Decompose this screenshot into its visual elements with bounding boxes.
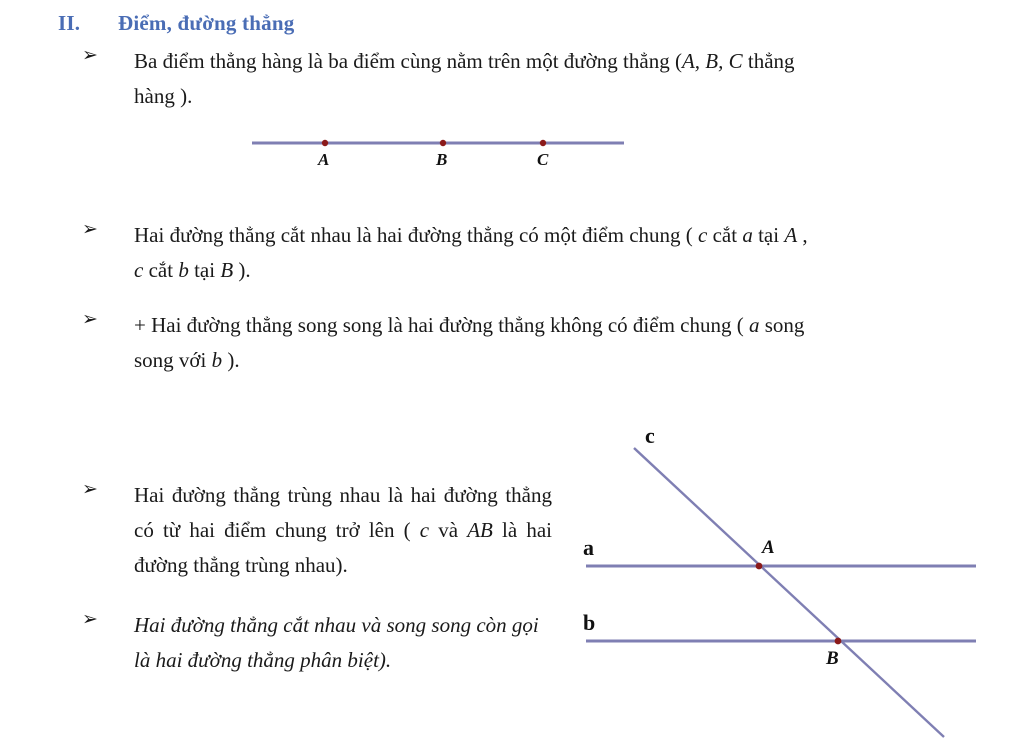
bullet-arrow-icon: ➢ (82, 309, 98, 330)
b2-math-a1: a (742, 223, 753, 247)
b3-math-a: a (748, 313, 760, 337)
b4-part1: Hai đường thẳng trùng nhau là hai đường thẳng có từ hai điểm chung trở lên ( (134, 483, 552, 542)
b3-math-b: b (211, 348, 223, 372)
b3-line2: song với (134, 348, 212, 372)
transversal-point-label-b: B (826, 648, 839, 669)
b2-math-c1: c (698, 223, 708, 247)
b1-line2: hàng ). (134, 84, 193, 108)
intersection-point-b-dot (835, 638, 842, 645)
line-c (634, 448, 944, 737)
b2-mid4: tại (188, 258, 221, 282)
b4-part2: và (429, 518, 468, 542)
b4-part3: là hai đường thẳng trùng nhau). (134, 518, 552, 577)
b3-tail: ). (222, 348, 240, 372)
b2-math-A1: A (784, 223, 798, 247)
b2-mid1: cắt (707, 223, 743, 247)
bullet-arrow-icon: ➢ (82, 45, 98, 66)
bullet-arrow-icon: ➢ (82, 219, 98, 240)
bullet-arrow-icon: ➢ (82, 609, 98, 630)
section-numeral: II. (58, 11, 81, 35)
section-title-text: Điểm, đường thẳng (118, 11, 295, 35)
intersection-point-a-dot (756, 563, 763, 570)
b2-math-B2: B (220, 258, 234, 282)
transversal-label-a: a (583, 535, 594, 560)
collinear-label-c: C (537, 150, 549, 169)
b2-mid3: cắt (143, 258, 179, 282)
transversal-point-label-a: A (762, 537, 775, 558)
bullet-distinct-lines-text: Hai đường thẳng cắt nhau và song song còn gọi là hai đường thẳng phân biệt). (134, 613, 539, 672)
b2-tail2: ). (233, 258, 251, 282)
b3-mid1: song (759, 313, 805, 337)
b3-line1: + Hai đường thẳng song song là hai đường thẳng không có điểm chung ( (134, 313, 749, 337)
b4-math-ab: AB (467, 518, 493, 542)
collinear-label-a: A (318, 150, 330, 169)
b2-line1: Hai đường thẳng cắt nhau là hai đường thẳng có một điểm chung ( (134, 223, 699, 247)
transversal-label-c: c (645, 423, 655, 448)
b2-tail1: , (797, 223, 808, 247)
b1-line1: Ba điểm thẳng hàng là ba điểm cùng nằm trên một đường thẳng ( (134, 49, 682, 73)
b1-line1b: thẳng (742, 49, 795, 73)
b1-math-abc: A, B, C (681, 49, 743, 73)
collinear-label-b: B (436, 150, 448, 169)
b2-math-b2: b (178, 258, 189, 282)
bullet-arrow-icon: ➢ (82, 479, 98, 500)
transversal-label-b: b (583, 610, 596, 635)
b4-math-c: c (419, 518, 430, 542)
b2-mid2: tại (752, 223, 785, 247)
b2-math-c2: c (134, 258, 144, 282)
